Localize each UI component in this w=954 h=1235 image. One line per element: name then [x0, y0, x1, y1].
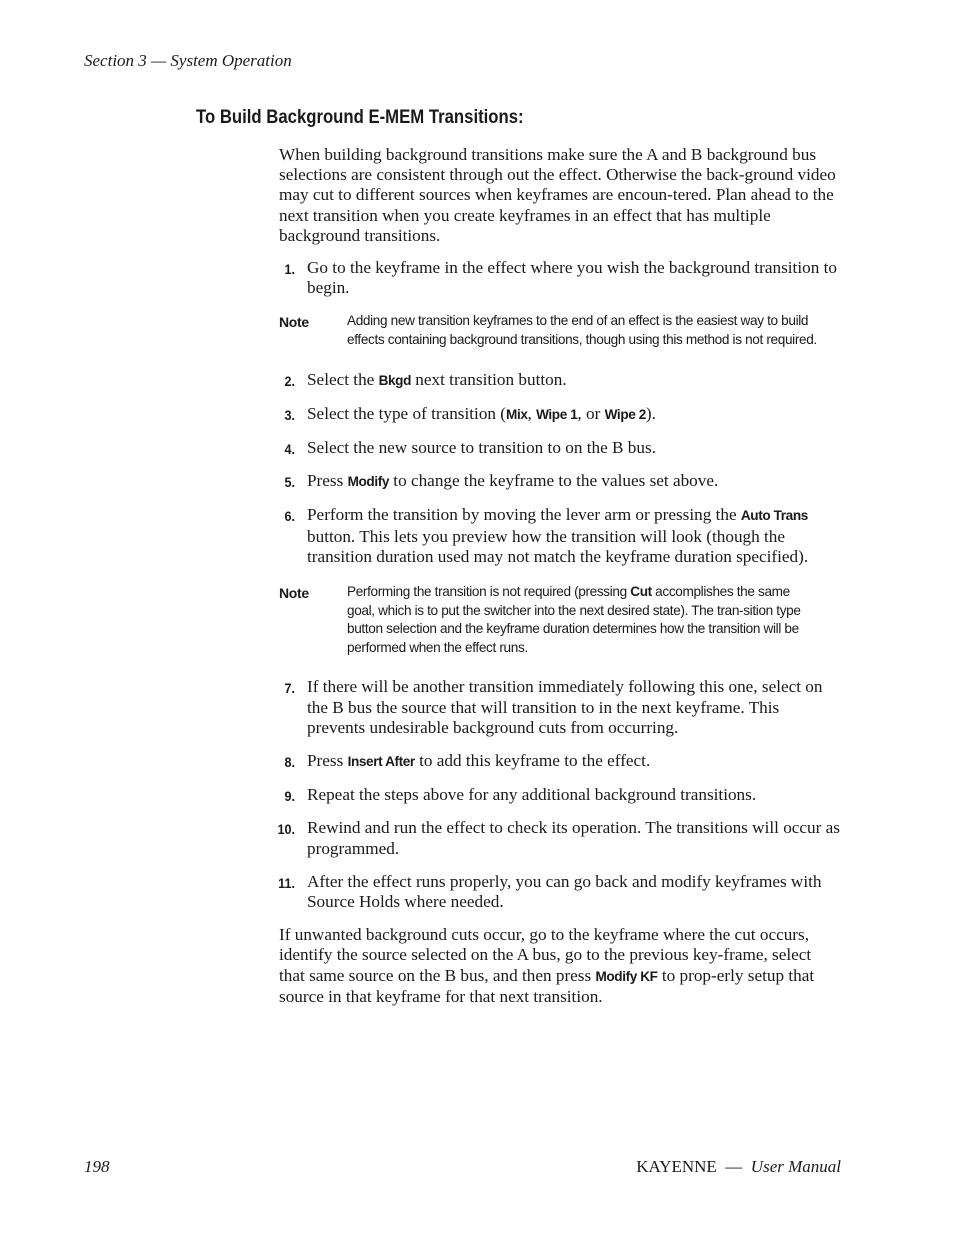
step-7: [279, 677, 841, 738]
step-text-part: to add this keyframe to the effect.: [414, 751, 651, 771]
step-text-part: Select the type of transition (: [307, 403, 507, 423]
intro-paragraph: When building background transitions make sure the A and B background bus selections are consistent through out the effect. Otherwise the back-ground video may cut to different sources when keyframes are encoun-tered. Plan ahead to the next transition when you create keyframes in an effect that has multiple background transitions.: [279, 145, 836, 245]
step-text-part: Perform the transition by moving the lever arm or pressing the: [307, 505, 741, 525]
step-text: [307, 751, 650, 770]
step-number: 7.: [284, 680, 295, 697]
note-text: [347, 583, 817, 657]
step-text: [307, 505, 808, 565]
step-number: 1.: [284, 261, 295, 278]
bkgd-button-label: Bkgd: [378, 372, 411, 388]
step-text: [307, 471, 718, 490]
step-10: [279, 818, 841, 858]
step-9: [279, 785, 841, 805]
step-number: 2.: [284, 372, 295, 389]
step-3: [279, 404, 841, 425]
step-text: After the effect runs properly, you can go back and modify keyframes with Source Holds where needed.: [307, 871, 822, 912]
step-text: Select the new source to transition to on the B bus.: [307, 438, 656, 458]
step-number: 9.: [284, 788, 295, 805]
modify-button-label: Modify: [347, 474, 389, 490]
step-text-part: ,: [527, 403, 537, 423]
note-label: Note: [279, 314, 309, 331]
step-text-part: Select the: [307, 369, 379, 389]
step-number: 6.: [284, 508, 295, 525]
note-label: Note: [279, 585, 309, 602]
step-4: [279, 438, 841, 458]
insert-after-button-label: Insert After: [347, 754, 415, 770]
footer-dash: —: [725, 1157, 743, 1176]
step-number: 8.: [284, 754, 295, 771]
step-text: Rewind and run the effect to check its operation. The transitions will occur as programmed.: [307, 818, 840, 858]
note-2: [279, 583, 841, 657]
step-text: [307, 404, 656, 423]
step-6: [279, 505, 841, 567]
step-5: [279, 471, 841, 492]
step-text: [307, 370, 567, 389]
step-text: If there will be another transition immediately following this one, select on the B bus the source that will transition to in the next keyframe. This prevents undesirable background cuts from occurring.: [307, 677, 823, 737]
step-number: 10.: [277, 821, 295, 838]
product-name: KAYENNE: [636, 1157, 717, 1176]
mix-button-label: Mix: [506, 406, 528, 422]
step-text-part: next transition button.: [410, 369, 567, 389]
step-number: 3.: [284, 406, 295, 423]
modify-kf-button-label: Modify KF: [595, 968, 658, 984]
wipe1-button-label: Wipe 1: [536, 406, 578, 422]
body-content: [279, 145, 841, 1019]
note-text-part: accomplishes the same goal, which is to put the switcher into the next desired state). The tran-sition type button selection and the keyframe duration determines how the transition will be performed when the effect runs.: [347, 584, 801, 655]
step-text: Repeat the steps above for any additional background transitions.: [307, 785, 757, 805]
section-heading: To Build Background E-MEM Transitions:: [196, 107, 524, 128]
note-text-part: Performing the transition is not required (pressing: [347, 584, 631, 600]
running-header: Section 3 — System Operation: [84, 51, 292, 70]
step-text-part: to change the keyframe to the values set above.: [389, 471, 719, 491]
step-1: [279, 258, 841, 298]
closing-text-part: to prop-erly setup that source in that keyframe for that next transition.: [279, 965, 815, 1006]
step-text-part: button. This lets you preview how the transition will look (though the transition duration used may not match the keyframe duration specified).: [307, 526, 809, 566]
manual-title: User Manual: [750, 1157, 841, 1176]
step-11: [279, 872, 841, 912]
step-number: 5.: [284, 474, 295, 491]
cut-button-label: Cut: [630, 584, 652, 600]
step-text-part: Press: [307, 471, 348, 491]
closing-paragraph: [279, 925, 841, 1007]
step-text: Go to the keyframe in the effect where you wish the background transition to begin.: [307, 258, 837, 298]
step-8: [279, 751, 841, 772]
auto-trans-button-label: Auto Trans: [740, 508, 808, 524]
running-footer: [636, 1157, 841, 1177]
step-text-part: Press: [307, 751, 348, 771]
closing-text-part: If unwanted background cuts occur, go to the keyframe where the cut occurs, identify the source selected on the A bus, go to the previous key-frame, select that same source on the B bus, and then press: [279, 925, 812, 985]
note-text: Adding new transition keyframes to the end of an effect is the easiest way to build effects containing background transitions, though using this method is not required.: [347, 313, 817, 348]
step-number: 11.: [278, 874, 295, 891]
step-text-part: , or: [577, 403, 605, 423]
wipe2-button-label: Wipe 2: [604, 406, 646, 422]
step-number: 4.: [284, 441, 295, 458]
page-number: 198: [84, 1157, 110, 1176]
note-1: [279, 312, 841, 349]
step-text-part: ).: [645, 403, 656, 423]
step-2: [279, 370, 841, 391]
